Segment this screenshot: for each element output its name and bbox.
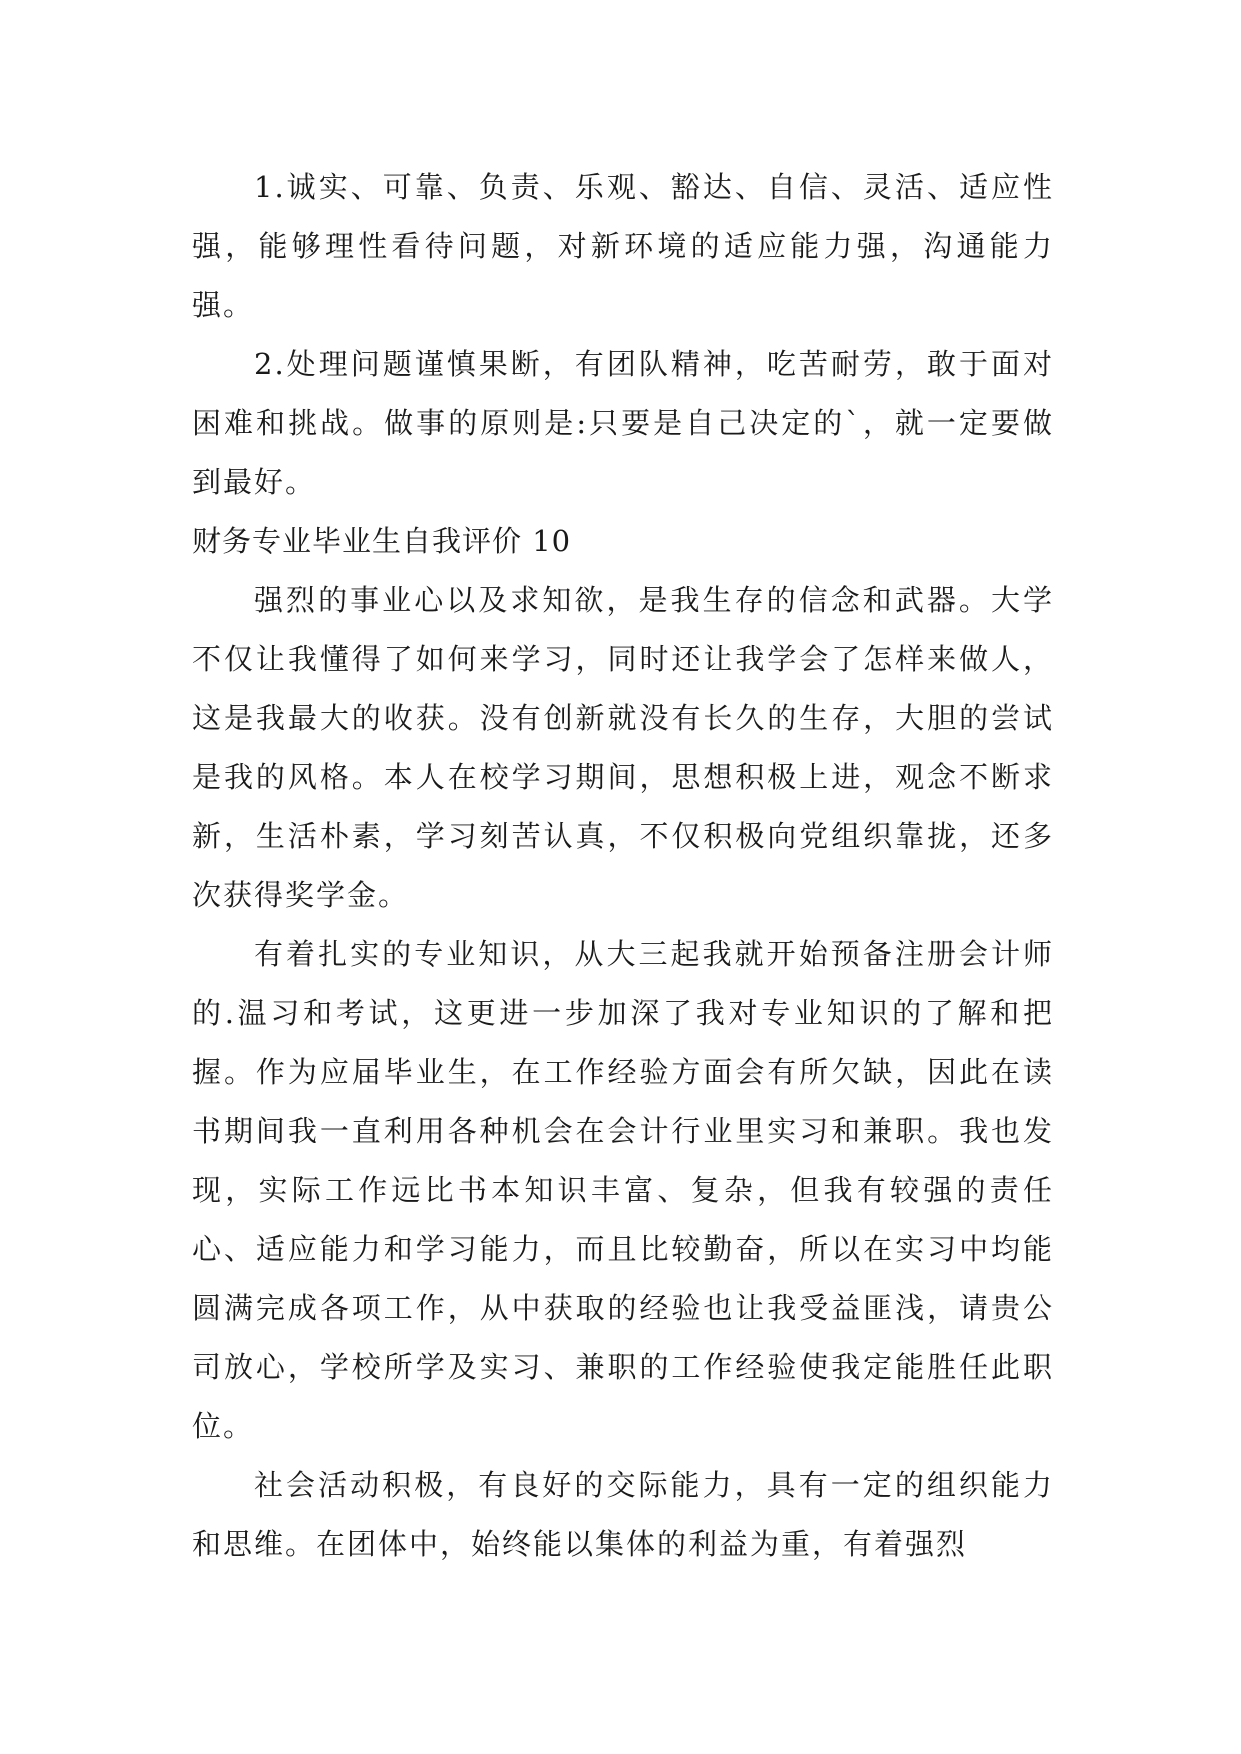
paragraph-ambition: 强烈的事业心以及求知欲，是我生存的信念和武器。大学不仅让我懂得了如何来学习，同时还让我学会了怎样来做人，这是我最大的收获。没有创新就没有长久的生存，大胆的尝试是我的风格。本人在校学习期间，思想积极上进，观念不断求新，生活朴素，学习刻苦认真，不仅积极向党组织靠拢，还多次获得奖学金。 xyxy=(192,583,1054,912)
document-body xyxy=(192,158,1054,1574)
paragraph-item-2: 2.处理问题谨慎果断，有团队精神，吃苦耐劳，敢于面对困难和挑战。做事的原则是:只要是自己决定的`，就一定要做到最好。 xyxy=(192,347,1054,499)
paragraph-expertise: 有着扎实的专业知识，从大三起我就开始预备注册会计师的.温习和考试，这更进一步加深了我对专业知识的了解和把握。作为应届毕业生，在工作经验方面会有所欠缺，因此在读书期间我一直利用各种机会在会计行业里实习和兼职。我也发现，实际工作远比书本知识丰富、复杂，但我有较强的责任心、适应能力和学习能力，而且比较勤奋，所以在实习中均能圆满完成各项工作，从中获取的经验也让我受益匪浅，请贵公司放心，学校所学及实习、兼职的工作经验使我定能胜任此职位。 xyxy=(192,937,1054,1443)
paragraph-social: 社会活动积极，有良好的交际能力，具有一定的组织能力和思维。在团体中，始终能以集体的利益为重，有着强烈 xyxy=(192,1468,1054,1561)
section-heading: 财务专业毕业生自我评价 10 xyxy=(192,524,572,558)
paragraph-item-1: 1.诚实、可靠、负责、乐观、豁达、自信、灵活、适应性强，能够理性看待问题，对新环境的适应能力强，沟通能力强。 xyxy=(192,170,1054,322)
